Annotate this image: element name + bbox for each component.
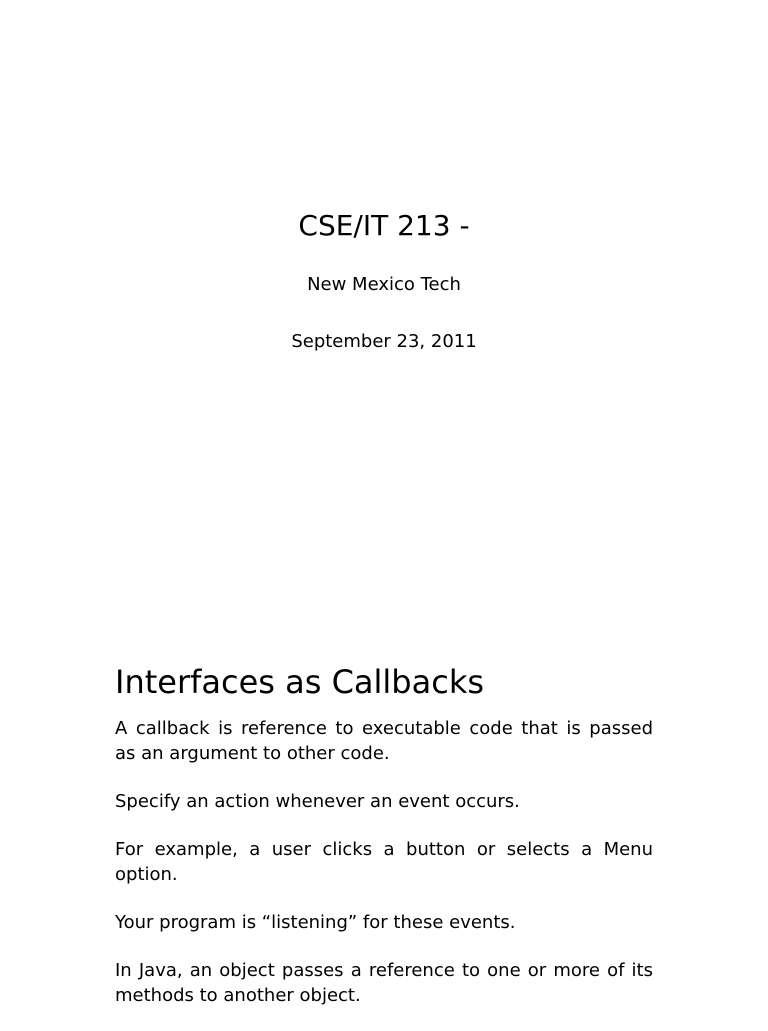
content-slide <box>115 660 653 1031</box>
institution-name: New Mexico Tech <box>307 274 461 295</box>
paragraph-example: For example, a user clicks a button or selects a Menu option. <box>115 839 653 885</box>
paragraph-callback-definition: A callback is reference to executable code that is passed as an argument to other code. <box>115 718 653 764</box>
slide-heading: Interfaces as Callbacks <box>115 663 485 701</box>
paragraph-listening: Your program is “listening” for these events. <box>115 912 516 933</box>
lecture-date: September 23, 2011 <box>291 331 477 352</box>
paragraph-java-reference: In Java, an object passes a reference to one or more of its methods to another object. <box>115 960 653 1006</box>
paragraph-specify-action: Specify an action whenever an event occurs. <box>115 791 520 812</box>
course-title: CSE/IT 213 - <box>298 209 470 242</box>
